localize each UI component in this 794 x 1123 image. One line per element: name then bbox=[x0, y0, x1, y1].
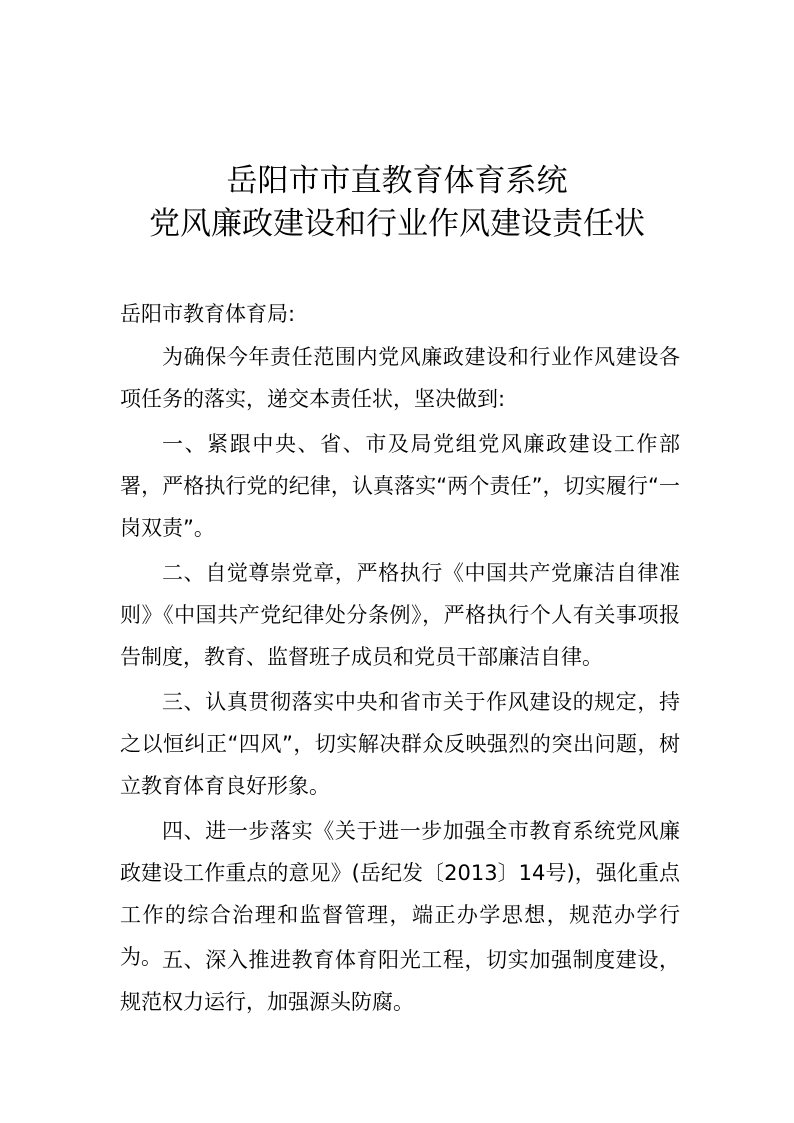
paragraph-item-3: 三、认真贯彻落实中央和省市关于作风建设的规定，持之以恒纠正“四风”，切实解决群众反映强烈的突出问题，树立教育体育良好形象。 bbox=[120, 690, 680, 798]
salutation: 岳阳市教育体育局: bbox=[120, 302, 296, 326]
document-title-line-1: 岳阳市市直教育体育系统 bbox=[226, 163, 568, 199]
paragraph-item-1: 一、紧跟中央、省、市及局党组党风廉政建设工作部署，严格执行党的纪律，认真落实“两个责任”，切实履行“一岗双责”。 bbox=[120, 432, 680, 540]
paragraph-item-5: 五、深入推进教育体育阳光工程，切实加强制度建设，规范权力运行，加强源头防腐。 bbox=[120, 948, 680, 1014]
paragraph-intro: 为确保今年责任范围内党风廉政建设和行业作风建设各项任务的落实，递交本责任状，坚决做到: bbox=[120, 345, 680, 411]
document-title-line-2: 党风廉政建设和行业作风建设责任状 bbox=[149, 206, 645, 242]
paragraph-item-4: 四、进一步落实《关于进一步加强全市教育系统党风廉政建设工作重点的意见》(岳纪发〔2013〕14号)，强化重点工作的综合治理和监督管理，端正办学思想，规范办学行为。 bbox=[120, 819, 680, 969]
paragraph-item-2: 二、自觉尊崇党章，严格执行《中国共产党廉洁自律准则》《中国共产党纪律处分条例》，严格执行个人有关事项报告制度，教育、监督班子成员和党员干部廉洁自律。 bbox=[120, 561, 680, 669]
